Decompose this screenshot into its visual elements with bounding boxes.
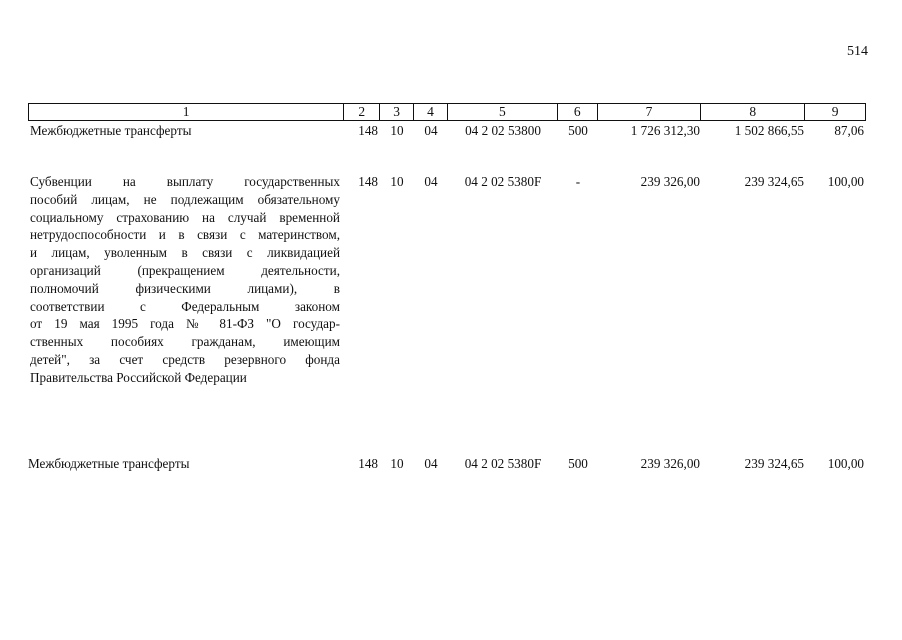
table-row [28,455,866,473]
row-cell-8: 239 324,65 [744,174,804,189]
description-line: полномочий физическими лицами), в [30,280,340,296]
column-header-9: 9 [831,104,839,119]
description-line: Субвенции на выплату государственных [30,174,340,189]
page-number: 514 [847,44,868,59]
row-cell-6: 500 [568,123,588,138]
row-cell-9: 100,00 [827,174,864,189]
column-header-3: 3 [380,104,414,120]
row-cell-8: 1 502 866,55 [734,123,804,138]
row-cell-2: 148 [358,174,378,189]
description-line: организаций (прекращением деятельности, [30,262,340,278]
description-line: социальному страхованию на случай временной [30,209,340,225]
row-name: Межбюджетные трансферты [28,456,190,471]
row-cell-3: 10 [390,174,404,189]
column-header-2: 2 [344,104,380,120]
table-row [28,122,866,140]
column-header-1: 1 [29,104,344,120]
description-line: ственных пособиях гражданам, имеющим [30,334,340,350]
row-cell-4: 04 [424,456,438,471]
row-cell-2: 148 [358,123,378,138]
column-header-7: 7 [598,104,702,120]
table-header-row [28,103,866,121]
row-cell-9: 100,00 [827,456,864,471]
row-cell-4: 04 [424,123,438,138]
row-cell-5: 04 2 02 53800 [465,123,541,138]
description-line: соответствии с Федеральным законом [30,298,340,314]
row-cell-5: 04 2 02 5380F [464,174,542,189]
description-line: от 19 мая 1995 года № 81-ФЗ "О государ- [30,316,340,332]
column-header-4: 4 [414,104,448,120]
row-cell-7: 1 726 312,30 [630,123,700,138]
description-line: пособий лицам, не подлежащим обязательному [30,191,340,207]
table-row [28,173,866,387]
row-cell-2: 148 [358,456,378,471]
row-cell-8: 239 324,65 [744,456,804,471]
description-line: Правительства Российской Федерации [30,369,247,385]
row-cell-7: 239 326,00 [640,174,700,189]
row-cell-6: - [575,174,581,189]
row-cell-9: 87,06 [834,123,864,138]
description-line: нетрудоспособности и в связи с материнством, [30,227,340,243]
row-cell-6: 500 [568,456,588,471]
description-line: детей", за счет средств резервного фонда [30,351,340,367]
description-line: и лицам, уволенным в связи с ликвидацией [30,245,340,261]
row-cell-7: 239 326,00 [640,456,700,471]
row-cell-4: 04 [424,174,438,189]
row-cell-5: 04 2 02 5380F [464,456,542,471]
column-header-8: 8 [701,104,805,120]
column-header-5: 5 [448,104,558,120]
row-cell-3: 10 [390,456,404,471]
row-description [28,173,344,387]
row-cell-3: 10 [390,123,404,138]
row-name: Межбюджетные трансферты [30,123,192,138]
column-header-6: 6 [558,104,598,120]
